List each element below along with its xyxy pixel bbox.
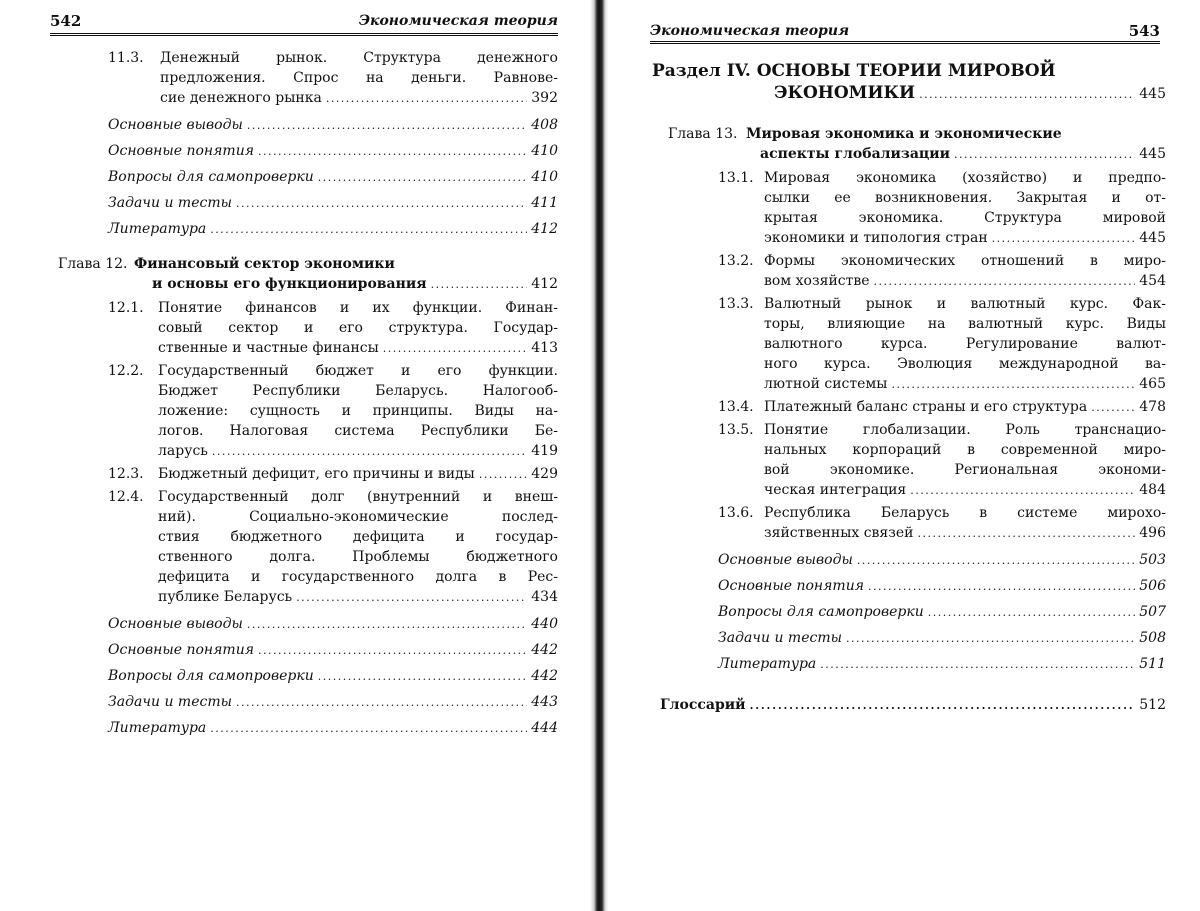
dot-leader xyxy=(868,576,1135,597)
section-title xyxy=(158,487,558,608)
toc-item xyxy=(58,666,558,687)
page-ref: 512 xyxy=(1139,697,1166,713)
chapter-title-last-line xyxy=(134,274,558,295)
dot-leader xyxy=(210,718,527,739)
chapter-heading xyxy=(58,254,558,295)
title-line: Мировая экономика (хозяйство) и предпо- xyxy=(764,170,1166,186)
dot-leader xyxy=(874,271,1136,292)
title-last-line xyxy=(764,523,1166,544)
title-line: Валютный рынок и валютный курс. Фак- xyxy=(764,296,1166,312)
entry-title: Задачи и тесты xyxy=(108,694,233,710)
chapter-title-line: Мировая экономика и экономические xyxy=(746,126,1062,142)
entry-title: Вопросы для самопроверки xyxy=(108,668,314,684)
table-of-contents xyxy=(652,60,1166,716)
entry-title: Литература xyxy=(718,656,817,672)
chapter-prefix: Глава 13. xyxy=(668,126,738,142)
entry-title: Вопросы для самопроверки xyxy=(718,604,924,620)
title-line: ствия бюджетного дефицита и государ- xyxy=(158,529,558,545)
title-line: Формы экономических отношений в миро- xyxy=(764,253,1166,269)
dot-leader xyxy=(210,219,527,240)
page-ref: 496 xyxy=(1139,525,1166,541)
page-ref: 484 xyxy=(1139,482,1166,498)
toc-section xyxy=(58,361,558,462)
toc-item xyxy=(58,193,558,214)
entry-title: ларусь xyxy=(158,443,208,459)
entry-title: Глоссарий xyxy=(660,697,746,713)
title-line: ложение: сущность и принципы. Виды на- xyxy=(158,403,558,419)
title-last-line xyxy=(158,441,558,462)
entry-title: Литература xyxy=(108,221,207,237)
section-number: 13.2. xyxy=(718,253,754,269)
toc-item xyxy=(652,576,1166,597)
toc-item xyxy=(58,640,558,661)
entry-title: Вопросы для самопроверки xyxy=(108,169,314,185)
title-line: Бюджет Республики Беларусь. Налогооб- xyxy=(158,383,558,399)
dot-leader xyxy=(258,640,527,661)
page-ref: 443 xyxy=(531,694,558,710)
chapter-prefix: Глава 12. xyxy=(58,256,128,272)
section-title xyxy=(158,298,558,359)
dot-leader xyxy=(326,88,527,109)
entry-title: Литература xyxy=(108,720,207,736)
page-ref: 507 xyxy=(1139,604,1166,620)
dot-leader xyxy=(750,695,1136,716)
title-line: ний). Социально-экономические послед- xyxy=(158,509,558,525)
entry-title: ственные и частные финансы xyxy=(158,340,379,356)
dot-leader xyxy=(992,228,1136,249)
title-line: валютного курса. Регулирование валют- xyxy=(764,336,1166,352)
toc-item xyxy=(652,654,1166,675)
dot-leader xyxy=(857,550,1135,571)
toc-section xyxy=(58,298,558,359)
section-number: 12.1. xyxy=(108,300,144,316)
dot-leader xyxy=(236,692,527,713)
entry-title: и основы его функционирования xyxy=(152,276,427,292)
section-number: 13.6. xyxy=(718,505,754,521)
header-rule xyxy=(50,33,558,36)
running-head: Экономическая теория xyxy=(650,23,850,39)
entry-title: аспекты глобализации xyxy=(760,146,951,162)
entry-title: Основные понятия xyxy=(718,578,864,594)
section-number: 11.3. xyxy=(108,50,144,66)
section-title xyxy=(764,503,1166,544)
dot-leader xyxy=(258,141,527,162)
page-ref: 412 xyxy=(531,221,558,237)
title-line: логов. Налоговая система Республики Бе- xyxy=(158,423,558,439)
section-number: 13.1. xyxy=(718,170,754,186)
toc-section xyxy=(58,487,558,608)
dot-leader xyxy=(212,441,527,462)
section-title xyxy=(764,251,1166,292)
entry-title: Основные понятия xyxy=(108,642,254,658)
toc-item xyxy=(58,614,558,635)
page-ref: 408 xyxy=(531,117,558,133)
page-ref: 442 xyxy=(531,668,558,684)
toc-section xyxy=(652,168,1166,249)
page-ref: 444 xyxy=(531,720,558,736)
page-ref: 445 xyxy=(1139,86,1166,102)
title-last-line xyxy=(764,480,1166,501)
entry-title: ческая интеграция xyxy=(764,482,907,498)
page-number: 543 xyxy=(1128,22,1160,40)
page-ref: 454 xyxy=(1139,273,1166,289)
entry-title: Основные выводы xyxy=(108,616,243,632)
toc-section xyxy=(652,251,1166,292)
toc-section xyxy=(652,294,1166,395)
entry-title: публике Беларусь xyxy=(158,589,293,605)
toc-item xyxy=(652,602,1166,623)
toc-section xyxy=(652,503,1166,544)
section-title xyxy=(764,397,1166,418)
page-ref: 410 xyxy=(531,143,558,159)
part-heading xyxy=(652,60,1166,106)
section-number: 12.4. xyxy=(108,489,144,505)
toc-item xyxy=(58,692,558,713)
title-last-line xyxy=(764,271,1166,292)
toc-item xyxy=(58,141,558,162)
title-line: Государственный бюджет и его функции. xyxy=(158,363,558,379)
entry-title: Основные понятия xyxy=(108,143,254,159)
page-ref: 511 xyxy=(1139,656,1166,672)
dot-leader xyxy=(431,274,528,295)
page-ref: 419 xyxy=(531,443,558,459)
entry-title: Задачи и тесты xyxy=(108,195,233,211)
title-line: ного курса. Эволюция международной ва- xyxy=(764,356,1166,372)
left-page xyxy=(0,0,590,911)
section-number: 12.2. xyxy=(108,363,144,379)
chapter-title-last-line xyxy=(746,144,1166,165)
section-title xyxy=(764,294,1166,395)
part-title-last-line xyxy=(652,82,1166,106)
chapter-heading xyxy=(652,124,1166,165)
page-ref: 440 xyxy=(531,616,558,632)
entry-title: Бюджетный дефицит, его причины и виды xyxy=(158,466,475,482)
toc-section xyxy=(652,420,1166,501)
section-title xyxy=(764,420,1166,501)
entry-title: Основные выводы xyxy=(718,552,853,568)
page-ref: 413 xyxy=(531,340,558,356)
entry-title: Задачи и тесты xyxy=(718,630,843,646)
table-of-contents xyxy=(58,48,558,744)
chapter-title-line: Финансовый сектор экономики xyxy=(134,256,395,272)
running-head: Экономическая теория xyxy=(358,13,558,29)
dot-leader xyxy=(918,523,1136,544)
title-last-line xyxy=(158,464,558,485)
title-line: вой экономике. Региональная экономи- xyxy=(764,462,1166,478)
title-line: Республика Беларусь в системе мирохо- xyxy=(764,505,1166,521)
dot-leader xyxy=(318,167,528,188)
right-page xyxy=(608,0,1200,911)
dot-leader xyxy=(891,374,1135,395)
dot-leader xyxy=(910,480,1135,501)
section-title xyxy=(158,361,558,462)
dot-leader xyxy=(954,144,1135,165)
entry-title: зяйственных связей xyxy=(764,525,914,541)
section-number: 12.3. xyxy=(108,466,144,482)
chapter-title xyxy=(668,124,1166,165)
section-title xyxy=(764,168,1166,249)
title-line: Государственный долг (внутренний и внеш- xyxy=(158,489,558,505)
dot-leader xyxy=(247,614,527,635)
page-ref: 392 xyxy=(531,90,558,106)
page-ref: 412 xyxy=(531,276,558,292)
page-ref: 410 xyxy=(531,169,558,185)
header-rule xyxy=(650,41,1160,44)
page-ref: 434 xyxy=(531,589,558,605)
page-ref: 503 xyxy=(1139,552,1166,568)
entry-title: лютной системы xyxy=(764,376,888,392)
page-ref: 411 xyxy=(531,195,558,211)
page-ref: 445 xyxy=(1139,230,1166,246)
entry-title: Платежный баланс страны и его структура xyxy=(764,399,1088,415)
page-ref: 429 xyxy=(531,466,558,482)
section-number: 13.4. xyxy=(718,399,754,415)
title-last-line xyxy=(158,587,558,608)
section-number: 13.5. xyxy=(718,422,754,438)
toc-section xyxy=(652,397,1166,418)
dot-leader xyxy=(247,115,527,136)
title-line: Понятие финансов и их функции. Финан- xyxy=(158,300,558,316)
toc-item xyxy=(58,718,558,739)
title-line: ственного долга. Проблемы бюджетного xyxy=(158,549,558,565)
dot-leader xyxy=(236,193,527,214)
dot-leader xyxy=(318,666,528,687)
toc-item xyxy=(58,219,558,240)
chapter-title xyxy=(58,254,558,295)
page-ref: 508 xyxy=(1139,630,1166,646)
title-line: Понятие глобализации. Роль транснацио- xyxy=(764,422,1166,438)
title-last-line xyxy=(160,88,558,109)
entry-title: сие денежного рынка xyxy=(160,90,322,106)
page-ref: 506 xyxy=(1139,578,1166,594)
title-last-line xyxy=(158,338,558,359)
title-line: Денежный рынок. Структура денежного xyxy=(160,50,558,66)
page-number: 542 xyxy=(50,12,82,30)
title-line: совый сектор и его структура. Государ- xyxy=(158,320,558,336)
section-number: 13.3. xyxy=(718,296,754,312)
dot-leader xyxy=(928,602,1136,623)
dot-leader xyxy=(846,628,1135,649)
glossary-entry xyxy=(652,695,1166,716)
dot-leader xyxy=(919,82,1135,106)
toc-item xyxy=(58,115,558,136)
entry-title: ЭКОНОМИКИ xyxy=(774,83,916,103)
page-ref: 465 xyxy=(1139,376,1166,392)
toc-item xyxy=(652,550,1166,571)
dot-leader xyxy=(1091,397,1135,418)
entry-title: экономики и типология стран xyxy=(764,230,988,246)
page-ref: 442 xyxy=(531,642,558,658)
title-last-line xyxy=(764,374,1166,395)
page-ref: 445 xyxy=(1139,146,1166,162)
entry-title: вом хозяйстве xyxy=(764,273,870,289)
title-last-line xyxy=(764,228,1166,249)
title-line: сылки ее возникновения. Закрытая и от- xyxy=(764,190,1166,206)
title-line: дефицита и государственного долга в Рес- xyxy=(158,569,558,585)
title-last-line xyxy=(764,397,1166,418)
section-title xyxy=(158,464,558,485)
page-ref: 478 xyxy=(1139,399,1166,415)
toc-section xyxy=(58,48,558,109)
toc-item xyxy=(652,628,1166,649)
title-line: нальных корпораций в современной миро- xyxy=(764,442,1166,458)
dot-leader xyxy=(479,464,527,485)
book-gutter xyxy=(590,0,608,911)
toc-item xyxy=(58,167,558,188)
entry-title: Основные выводы xyxy=(108,117,243,133)
dot-leader xyxy=(296,587,527,608)
title-line: торы, влияющие на валютный курс. Виды xyxy=(764,316,1166,332)
title-line: предложения. Спрос на деньги. Равнове- xyxy=(160,70,558,86)
dot-leader xyxy=(820,654,1135,675)
title-line: крытая экономика. Структура мировой xyxy=(764,210,1166,226)
dot-leader xyxy=(383,338,528,359)
part-title-line: Раздел IV. ОСНОВЫ ТЕОРИИ МИРОВОЙ xyxy=(652,61,1056,81)
section-title xyxy=(160,48,558,109)
toc-section xyxy=(58,464,558,485)
